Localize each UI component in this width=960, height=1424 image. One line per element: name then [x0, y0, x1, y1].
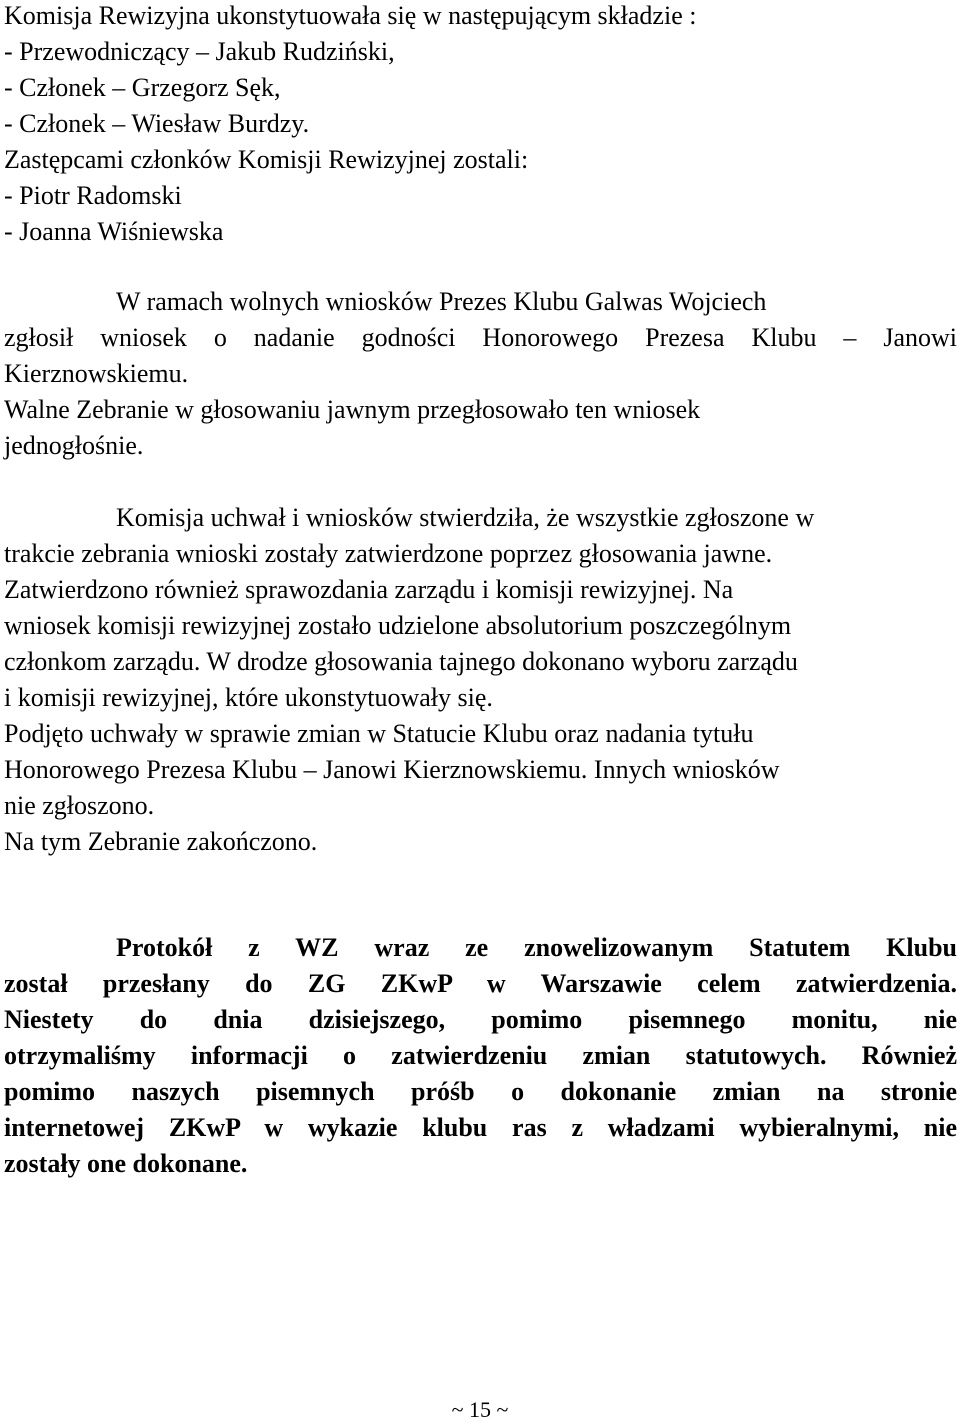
text-line: Podjęto uchwały w sprawie zmian w Statucie Klubu oraz nadania tytułu [4, 719, 754, 748]
text-line: Komisja Rewizyjna ukonstytuowała się w następującym składzie : [4, 1, 697, 30]
text-line: W ramach wolnych wniosków Prezes Klubu Galwas Wojciech [116, 287, 767, 316]
text-line: Honorowego Prezesa Klubu – Janowi Kierznowskiemu. Innych wniosków [4, 755, 780, 784]
text-line: wniosek komisji rewizyjnej zostało udzielone absolutorium poszczególnym [4, 611, 792, 640]
text-line: - Członek – Wiesław Burdzy. [4, 109, 310, 138]
page-number: ~ 15 ~ [451, 1397, 509, 1422]
text-line: - Joanna Wiśniewska [4, 217, 224, 246]
text-line: Walne Zebranie w głosowaniu jawnym przegłosowało ten wniosek [4, 395, 701, 424]
text-line: Komisja uchwał i wniosków stwierdziła, że wszystkie zgłoszone w [116, 503, 815, 532]
bold-text-line: został przesłany do ZG ZKwP w Warszawie celem zatwierdzenia. [4, 969, 957, 998]
text-line: i komisji rewizyjnej, które ukonstytuowały się. [4, 683, 493, 712]
text-line: Zastępcami członków Komisji Rewizyjnej zostali: [4, 145, 529, 174]
text-line: Kierznowskiemu. [4, 359, 189, 388]
bold-text-line: pomimo naszych pisemnych próśb o dokonanie zmian na stronie [4, 1077, 957, 1106]
text-line: trakcie zebrania wnioski zostały zatwierdzone poprzez głosowania jawne. [4, 539, 773, 568]
text-line: nie zgłoszono. [4, 791, 155, 820]
bold-text-line: otrzymaliśmy informacji o zatwierdzeniu zmian statutowych. Również [4, 1041, 957, 1070]
bold-text-line: Niestety do dnia dzisiejszego, pomimo pisemnego monitu, nie [4, 1005, 957, 1034]
bold-text-line: internetowej ZKwP w wykazie klubu ras z władzami wybieralnymi, nie [4, 1113, 957, 1142]
text-line: Zatwierdzono również sprawozdania zarządu i komisji rewizyjnej. Na [4, 575, 734, 604]
text-line: jednogłośnie. [4, 431, 144, 460]
text-line: członkom zarządu. W drodze głosowania tajnego dokonano wyboru zarządu [4, 647, 798, 676]
text-line: zgłosił wniosek o nadanie godności Honorowego Prezesa Klubu – Janowi [4, 323, 957, 352]
text-line: Na tym Zebranie zakończono. [4, 827, 318, 856]
text-line: - Przewodniczący – Jakub Rudziński, [4, 37, 395, 66]
bold-text-line: zostały one dokonane. [4, 1149, 248, 1178]
text-line: - Członek – Grzegorz Sęk, [4, 73, 281, 102]
bold-text-line: Protokół z WZ wraz ze znowelizowanym Statutem Klubu [116, 933, 957, 962]
text-line: - Piotr Radomski [4, 181, 182, 210]
